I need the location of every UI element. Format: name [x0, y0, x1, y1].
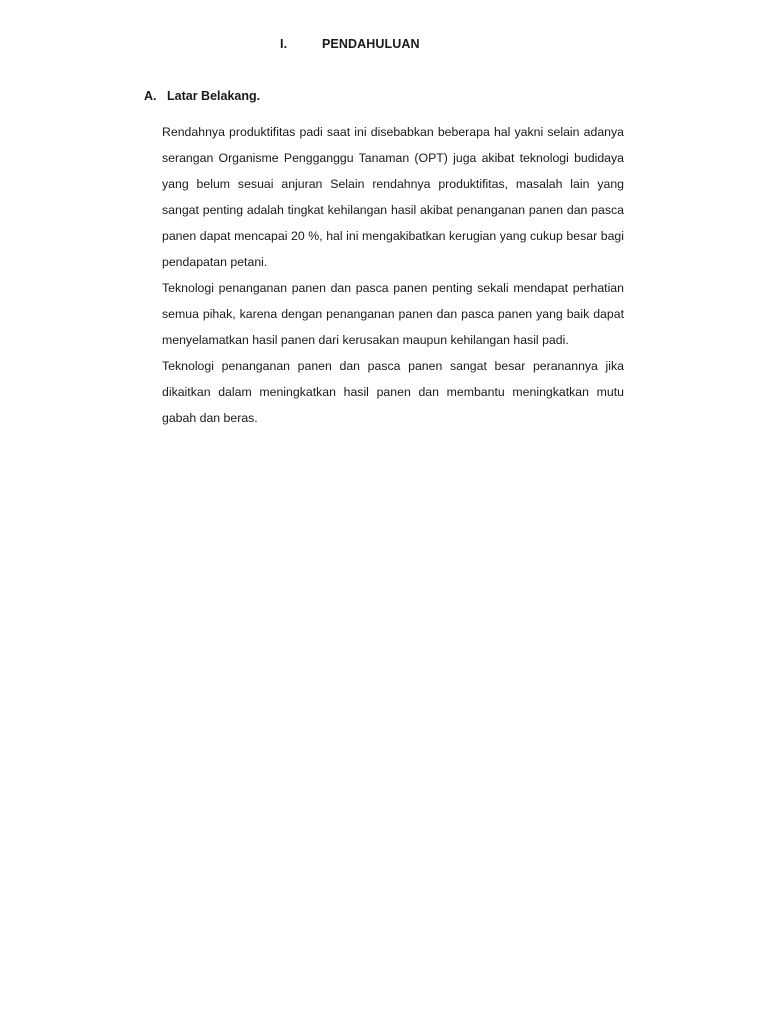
chapter-number: I. — [280, 37, 288, 51]
chapter-heading — [280, 37, 420, 51]
body-text — [162, 119, 624, 431]
section-title: Latar Belakang. — [167, 89, 261, 103]
section-heading — [144, 89, 260, 103]
paragraph: Rendahnya produktifitas padi saat ini disebabkan beberapa hal yakni selain adanya serangan Organisme Pengganggu Tanaman (OPT) juga akibat teknologi budidaya yang belum sesuai anjuran Selain rendahnya produktifitas, masalah lain yang sangat penting adalah tingkat kehilangan hasil akibat penanganan panen dan pasca panen dapat mencapai 20 %, hal ini mengakibatkan kerugian yang cukup besar bagi pendapatan petani. — [162, 125, 624, 269]
section-letter: A. — [144, 89, 157, 103]
chapter-title: PENDAHULUAN — [322, 37, 420, 51]
paragraph: Teknologi penanganan panen dan pasca panen penting sekali mendapat perhatian semua pihak, karena dengan penanganan panen dan pasca panen yang baik dapat menyelamatkan hasil panen dari kerusakan maupun kehilangan hasil padi. — [162, 281, 624, 347]
paragraph: Teknologi penanganan panen dan pasca panen sangat besar peranannya jika dikaitkan dalam meningkatkan hasil panen dan membantu meningkatkan mutu gabah dan beras. — [162, 359, 624, 425]
